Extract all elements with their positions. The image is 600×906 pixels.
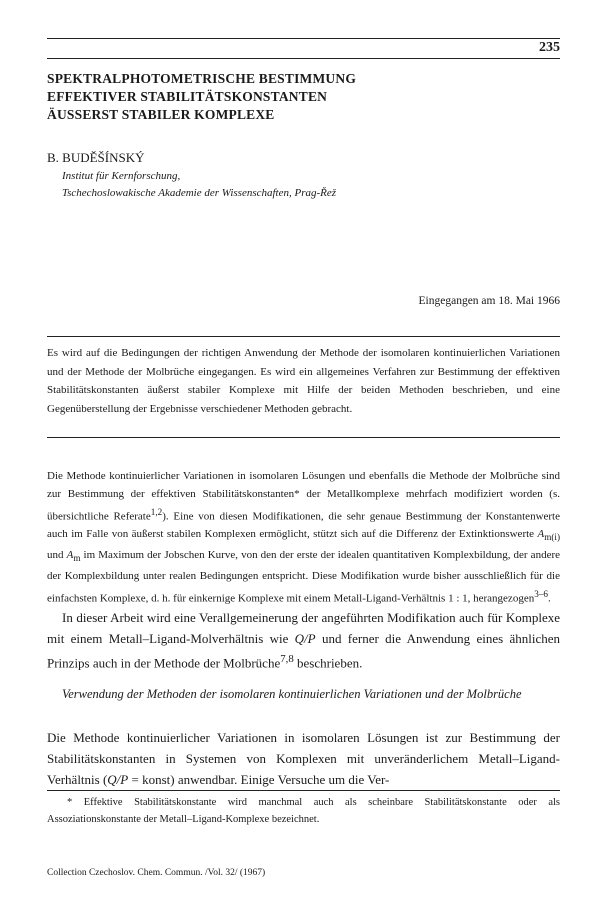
section-heading: Verwendung der Methoden der isomolaren kontinuierlichen Variationen und der Molbrüche	[62, 687, 522, 701]
received-date: Eingegangen am 18. Mai 1966	[418, 295, 560, 307]
para2-text-a: In dieser Arbeit wird eine Verallgemeinerung der angeführten Modifikation auch für Komplexe mit einem Metall–Ligand-Molverhältnis wie	[47, 610, 560, 646]
header-rule-bottom	[47, 58, 560, 59]
ratio-symbol: Q/P	[294, 631, 316, 646]
para3-text-a: Die Methode kontinuierlicher Variationen in isomolaren Lösungen ist zur Bestimmung der Stabilitätskonstanten in Systemen von Komplexen mit unveränderlichem Metall–Ligand-Verhältnis (	[47, 730, 560, 787]
extinction-subscript-2: m	[73, 553, 81, 564]
title-line-3: ÄUSSERST STABILER KOMPLEXE	[47, 107, 275, 122]
para1-text-c: und	[47, 549, 67, 562]
affiliation-line-2: Tschechoslowakische Akademie der Wissenschaften, Prag-Řež	[62, 187, 337, 199]
intro-paragraph	[47, 468, 560, 608]
scope-paragraph	[47, 607, 560, 673]
abstract-rule-top	[47, 336, 560, 337]
para2-text-b: und ferner die Anwendung eines ähnlichen Prinzips auch in der Methode der Molbrüche	[47, 631, 561, 671]
author-name: B. BUDĚŠÍNSKÝ	[47, 150, 145, 165]
abstract: Es wird auf die Bedingungen der richtigen Anwendung der Methode der isomolaren kontinuierlichen Variationen und der Methode der Molbrüche eingegangen. Es wird ein allgemeines Verfahren zur Bestimmung der effektiven Stabilitätskonstanten äußerst stabiler Komplexe mit Hilfe der beiden Methoden beschrieben, und eine Gegenüberstellung der Ergebnisse verschiedener Methoden gebracht.	[47, 347, 560, 415]
extinction-subscript: m(i)	[544, 532, 560, 543]
para1-text-e: .	[547, 592, 551, 605]
author-affiliation	[62, 168, 562, 202]
header-rule	[47, 38, 560, 39]
method-paragraph	[47, 727, 560, 790]
footnote-rule	[47, 790, 560, 791]
footnote: * Effektive Stabilitätskonstante wird manchmal auch als scheinbare Stabilitätskonstante oder als Assoziationskonstante der Metall–Ligand-Komplexe bezeichnet.	[47, 797, 560, 825]
title-line-2: EFFEKTIVER STABILITÄTSKONSTANTEN	[47, 89, 328, 104]
abstract-rule-bottom	[47, 437, 560, 438]
para1-text-d: im Maximum der Jobschen Kurve, von den der erste der idealen quantitativen Komplexbildung, der andere der Komplexbildung unter realen Bedingungen entspricht. Diese Modifikation wurde bisher ausschließlich für die einfachsten Komplexe, d. h. für einkernige Komplexe mit einem Metall-Ligand-Verhältnis 1 : 1, herangezogen	[47, 549, 560, 605]
para1-text-b: ). Eine von diesen Modifikationen, die sehr genaue Bestimmung der Konstantenwerte auch im Falle von äußerst stabilen Komplexen ermöglicht, stützt sich auf die Differenz der Extinktionswerte	[47, 510, 560, 541]
title-line-1: SPEKTRALPHOTOMETRISCHE BESTIMMUNG	[47, 71, 357, 86]
ratio-symbol-2: Q/P	[107, 772, 129, 787]
para3-text-b: = konst) anwendbar. Einige Versuche um die Ver-	[128, 772, 390, 787]
affiliation-line-1: Institut für Kernforschung,	[62, 170, 181, 182]
page-number: 235	[539, 40, 560, 55]
reference-sup: 1,2	[150, 506, 163, 517]
reference-sup-2: 3–6	[534, 588, 548, 599]
reference-sup-3: 7,8	[280, 653, 294, 665]
para2-text-c: beschrieben.	[293, 655, 363, 671]
article-title	[47, 70, 547, 124]
journal-footer: Collection Czechoslov. Chem. Commun. /Vol. 32/ (1967)	[47, 868, 266, 878]
extinction-symbol: A	[537, 528, 545, 541]
extinction-symbol-2: A	[66, 549, 74, 562]
para1-text-a: Die Methode kontinuierlicher Variationen in isomolaren Lösungen und ebenfalls die Methode der Molbrüche sind zur Bestimmung der effektiven Stabilitätskonstanten* der Metallkomplexe mehrfach modifiziert worden (s. übersichtliche Referate	[47, 470, 560, 523]
